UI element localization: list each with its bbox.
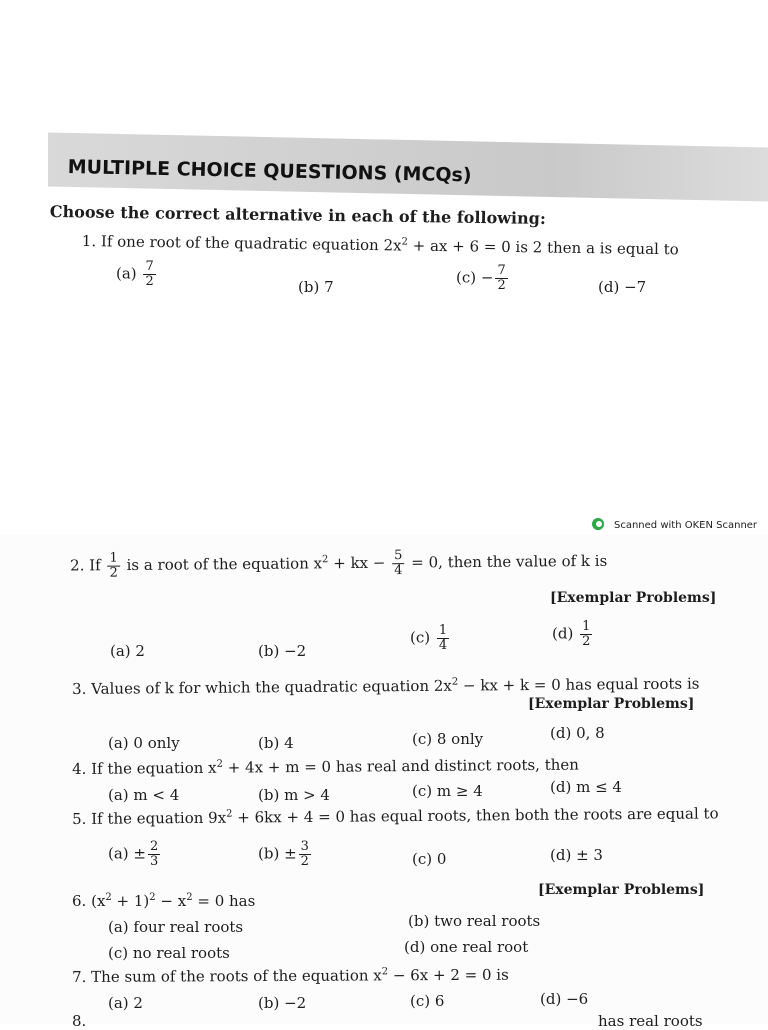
option-label: (c) (410, 628, 431, 647)
question-text: = 0, then the value of k is (411, 551, 608, 572)
q1-option-a (116, 260, 158, 289)
q6-option-c: (c) no real roots (108, 944, 230, 962)
question-text: − x (155, 892, 187, 910)
question-number: 7. (72, 967, 87, 986)
q1-option-b: (b) 7 (298, 278, 334, 296)
q3-option-d: (d) 0, 8 (550, 724, 605, 742)
fraction (580, 620, 592, 649)
numerator: 7 (497, 263, 506, 278)
numerator: 3 (300, 839, 309, 854)
question-text: + kx − (328, 553, 386, 573)
denominator: 2 (300, 854, 309, 869)
exponent: 2 (226, 808, 233, 820)
exponent: 2 (381, 966, 389, 978)
question-text: If the equation x (91, 758, 217, 778)
question-text: (x (91, 892, 106, 910)
exponent: 2 (216, 758, 223, 770)
fraction (495, 264, 507, 293)
question-number: 2. (70, 556, 85, 575)
q3-option-a: (a) 0 only (108, 734, 180, 752)
denominator: 4 (394, 563, 403, 579)
q6-option-b: (b) two real roots (408, 912, 541, 930)
q2-option-b: (b) −2 (258, 642, 307, 660)
question-number: 4. (72, 759, 87, 778)
q3-option-c: (c) 8 only (412, 730, 484, 748)
exemplar-tag: [Exemplar Problems] (550, 590, 717, 606)
question-text: = 0 has (192, 892, 256, 910)
exponent: 2 (321, 554, 329, 566)
exponent: 2 (149, 892, 156, 903)
question-8-partial-text: has real roots (598, 1012, 703, 1030)
numerator: 1 (107, 552, 119, 567)
question-number: 5. (72, 809, 87, 828)
option-label: (a) ± (108, 844, 146, 863)
q4-option-b: (b) m > 4 (258, 786, 330, 804)
fraction (143, 260, 155, 289)
question-6 (72, 892, 255, 910)
question-number: 6. (72, 892, 87, 910)
q4-option-c: (c) m ≥ 4 (412, 782, 483, 800)
question-8-partial (72, 1012, 86, 1030)
question-text: + 1) (111, 892, 150, 910)
q1-option-c (456, 264, 510, 293)
denominator: 2 (109, 565, 118, 581)
q7-option-b: (b) −2 (258, 994, 307, 1012)
exponent: 2 (451, 676, 459, 688)
option-label: (c) − (456, 268, 494, 287)
scanner-text: Scanned with OKEN Scanner (614, 519, 758, 531)
question-text: − 6x + 2 = 0 is (388, 965, 509, 985)
question-number: 1. (81, 232, 97, 251)
question-2 (70, 547, 607, 581)
exponent: 2 (401, 236, 409, 248)
exponent: 2 (186, 892, 193, 903)
question-text: If the equation 9x (91, 808, 227, 828)
numerator: 2 (149, 839, 159, 854)
denominator: 2 (145, 274, 154, 289)
option-label: (d) (552, 624, 574, 643)
question-text: + ax + 6 = 0 is 2 then a is equal to (407, 236, 679, 259)
question-1 (82, 232, 679, 258)
q5-option-b (258, 840, 313, 869)
exponent: 2 (105, 892, 112, 903)
fraction (299, 840, 311, 869)
question-7 (72, 966, 509, 986)
q6-option-a: (a) four real roots (108, 918, 244, 936)
scanner-logo-icon (592, 518, 608, 532)
q1-option-d: (d) −7 (598, 278, 647, 296)
question-text: + 6kx + 4 = 0 has equal roots, then both the roots are equal to (232, 804, 719, 827)
q2-option-a: (a) 2 (110, 642, 145, 660)
question-text: If (89, 556, 101, 575)
section-title: MULTIPLE CHOICE QUESTIONS (MCQs) (67, 156, 472, 187)
q5-option-a (108, 840, 162, 869)
q4-option-d: (d) m ≤ 4 (550, 778, 622, 796)
q7-option-c: (c) 6 (410, 992, 445, 1010)
exemplar-tag: [Exemplar Problems] (528, 696, 695, 712)
question-number: 3. (72, 679, 87, 698)
numerator: 1 (582, 619, 591, 634)
fraction (437, 624, 449, 653)
scanner-watermark (592, 518, 757, 532)
q7-option-a: (a) 2 (108, 994, 143, 1012)
numerator: 5 (392, 549, 404, 564)
fraction (107, 552, 120, 581)
q6-option-d: (d) one real root (404, 938, 529, 956)
fraction (392, 549, 405, 578)
denominator: 3 (149, 854, 159, 869)
question-text: If one root of the quadratic equation 2x (100, 232, 402, 255)
page-gap (0, 365, 768, 535)
numerator: 1 (438, 623, 448, 638)
numerator: 7 (145, 259, 154, 274)
q2-option-d (552, 620, 594, 649)
question-text: Values of k for which the quadratic equation 2x (91, 676, 452, 698)
denominator: 2 (582, 634, 591, 649)
question-text: The sum of the roots of the equation x (91, 966, 382, 986)
question-text: is a root of the equation x (126, 554, 323, 575)
denominator: 4 (438, 638, 448, 653)
fraction (148, 840, 160, 869)
q5-option-c: (c) 0 (412, 850, 447, 868)
option-label: (a) (116, 264, 137, 283)
q5-option-d: (d) ± 3 (550, 846, 603, 864)
exemplar-tag: [Exemplar Problems] (538, 882, 705, 898)
question-number: 8. (72, 1012, 87, 1030)
q2-option-c (410, 624, 451, 653)
instruction-text: Choose the correct alternative in each of the following: (49, 202, 546, 228)
denominator: 2 (497, 278, 506, 293)
question-text: + 4x + m = 0 has real and distinct roots, then (222, 755, 579, 777)
question-text: − kx + k = 0 has equal roots is (458, 674, 700, 695)
q7-option-d: (d) −6 (540, 990, 589, 1008)
q4-option-a: (a) m < 4 (108, 786, 180, 804)
q3-option-b: (b) 4 (258, 734, 294, 752)
option-label: (b) ± (258, 844, 297, 863)
